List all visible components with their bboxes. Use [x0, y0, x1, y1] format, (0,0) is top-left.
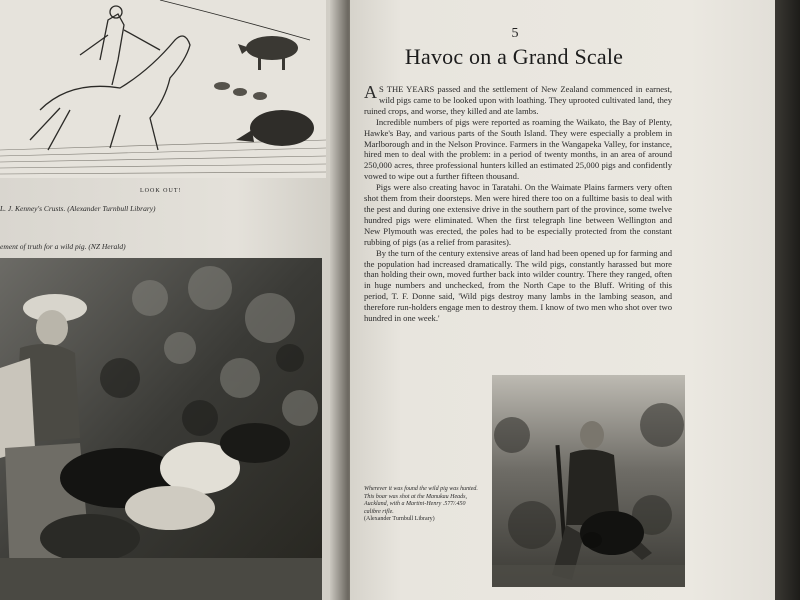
left-page [0, 0, 338, 600]
chapter-number: 5 [511, 26, 519, 41]
photo-credit: (Alexander Turnbull Library) [364, 516, 435, 523]
engraving-caption: LOOK OUT! [140, 188, 182, 194]
paragraph-4: By the turn of the century extensive areas of land had been opened up for farming and the population had increased dramatically. The wild pigs, constantly harassed but more than holding their own, moved further back into wilder country. There they ranged, often in huge numbers and unchecked, from the North Cape to the Bluff. Writing of this period, T. F. Donne said, 'Wild pigs destroy many lambs in the lambing season, and therefore run-holders engage men to destroy them. I know of two men who shot over two hundred in one week.' [364, 247, 672, 324]
hunting-photo-left [0, 258, 322, 600]
engraving-source-caption: L. J. Kenney's Crusts. (Alexander Turnbull Library) [0, 204, 156, 213]
paragraph-1: A S THE YEARS passed and the settlement of New Zealand commenced in earnest, wild pigs came to be looked upon with loathing. They uprooted cultivated land, they ruined crops, and worse, they killed and ate lambs. [364, 82, 672, 116]
paragraph-2: Incredible numbers of pigs were reported as roaming the Waikato, the Bay of Plenty, Hawke's Bay, and various parts of the South Island. They were especially a problem in Marlborough and in the Nelson Province. Farmers in the Wangapeka Valley, for instance, hired men to deal with the problem: in a period of twenty months, in an area of around 250,000 acres, three professional hunters killed an estimated 25,000 pigs and confidently vowed to wipe out a further fifteen thousand. [364, 116, 672, 182]
engraving-illustration [0, 0, 326, 178]
chapter-title: Havoc on a Grand Scale [404, 44, 624, 69]
drop-cap: A [364, 82, 377, 102]
chapter-body [364, 84, 672, 324]
paragraph-3: Pigs were also creating havoc in Taratahi. On the Waimate Plains farmers very often shot them from their doorsteps. Men were hired there too on a fulltime basis to deal with the pest and during one extensive drive in the southern part of the province, some twelve hundred pigs were eliminated. When the first telegraph line between Wellington and New Plymouth was erected, the poles had to be especially protected from the constant rubbing of pigs (as a relief from parasites). [364, 182, 672, 247]
photo-caption-left: ement of truth for a wild pig. (NZ Herald) [0, 242, 126, 251]
hunter-boar-photo [492, 375, 685, 587]
photo-caption-right [364, 486, 479, 524]
table-background [775, 0, 800, 600]
photo-caption-text: Wherever it was found the wild pig was hunted. This boar was shot at the Manukau Heads, Auckland, with a Martini-Henry .577/.450 calibre rifle. [364, 486, 478, 515]
